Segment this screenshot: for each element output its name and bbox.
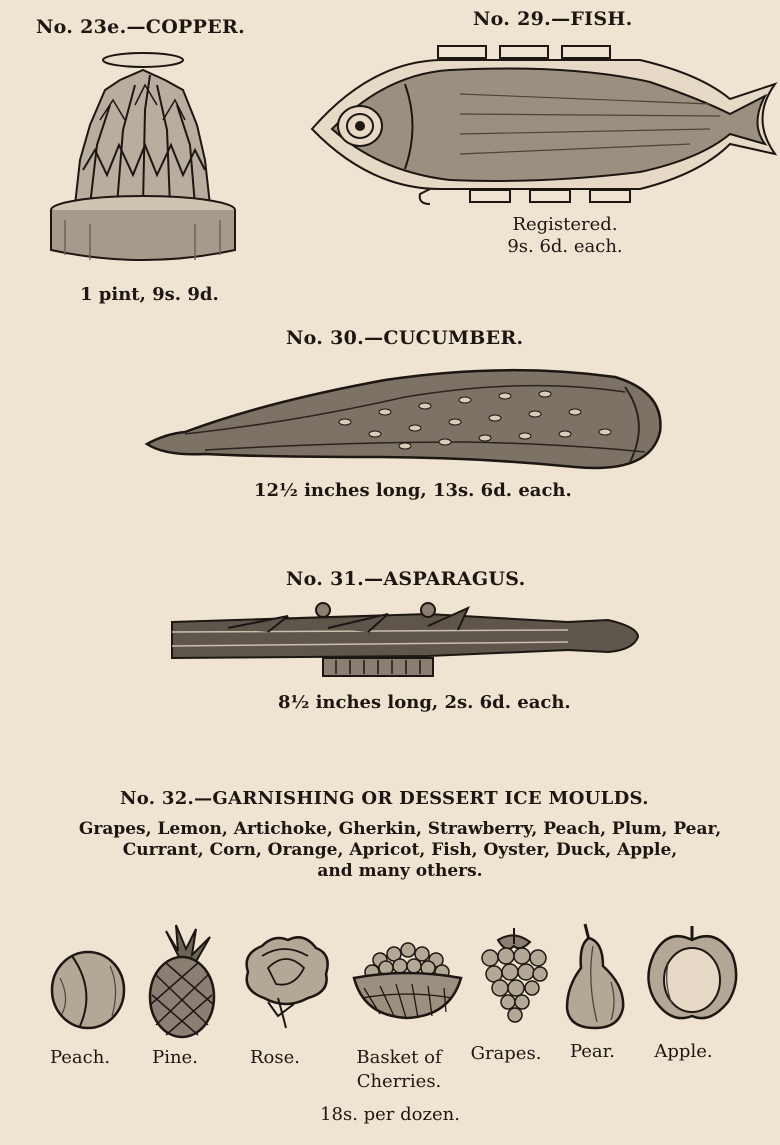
garnishing-price: 18s. per dozen. <box>320 1104 460 1125</box>
figure-label-pear: Pear. <box>569 1041 616 1062</box>
rose-mould-illustration <box>238 932 333 1032</box>
garnishing-list-line3: and many others. <box>317 861 483 881</box>
fish-price: 9s. 6d. each. <box>507 236 623 257</box>
figure-label-grapes: Grapes. <box>470 1043 542 1064</box>
apple-mould-illustration <box>646 924 738 1024</box>
cucumber-caption: 12½ inches long, 13s. 6d. each. <box>254 480 572 501</box>
peach-mould-illustration <box>50 948 130 1033</box>
copper-mould-illustration <box>45 50 240 270</box>
figure-label-pine: Pine. <box>152 1047 198 1068</box>
figure-label-peach: Peach. <box>49 1047 111 1068</box>
figure-label-basket-of-cherries: Basket of Cherries. <box>356 1047 442 1092</box>
cucumber-mould-illustration <box>145 362 665 477</box>
fish-registered: Registered. <box>512 214 618 235</box>
pear-mould-illustration <box>563 922 628 1030</box>
figure-label-apple: Apple. <box>654 1041 713 1062</box>
asparagus-mould-illustration <box>168 602 643 682</box>
copper-heading: No. 23e.—COPPER. <box>36 16 246 38</box>
asparagus-heading: No. 31.—ASPARAGUS. <box>286 568 526 590</box>
basket-of-cherries-mould-illustration <box>350 938 465 1020</box>
asparagus-caption: 8½ inches long, 2s. 6d. each. <box>278 692 571 713</box>
garnishing-list-line1: Grapes, Lemon, Artichoke, Gherkin, Strawberry, Peach, Plum, Pear, <box>78 819 722 839</box>
grapes-mould-illustration <box>478 924 550 1024</box>
garnishing-list-line2: Currant, Corn, Orange, Apricot, Fish, Oyster, Duck, Apple, <box>122 840 678 860</box>
figure-label-rose: Rose. <box>249 1047 300 1068</box>
cucumber-heading: No. 30.—CUCUMBER. <box>286 327 524 349</box>
pineapple-mould-illustration <box>146 925 218 1040</box>
copper-caption: 1 pint, 9s. 9d. <box>80 284 219 305</box>
fish-heading: No. 29.—FISH. <box>473 8 633 30</box>
garnishing-heading: No. 32.—GARNISHING OR DESSERT ICE MOULDS. <box>120 788 649 809</box>
fish-mould-illustration <box>310 44 780 209</box>
